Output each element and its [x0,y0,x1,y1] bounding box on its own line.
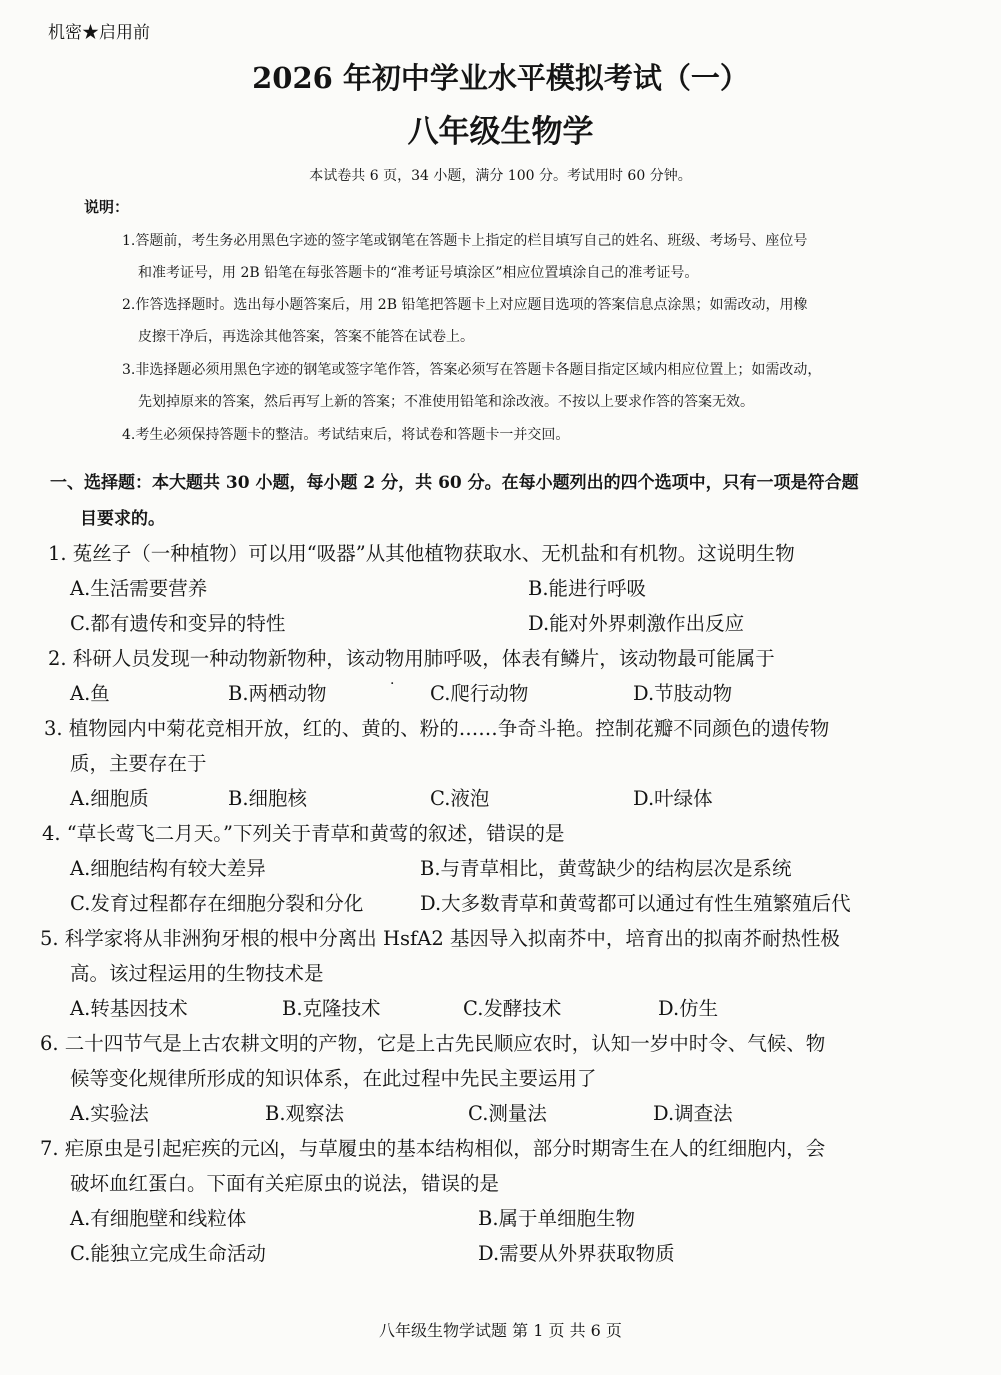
question-2-option-a: A.鱼 [70,682,110,705]
note-line: 1.答题前，考生务必用黑色字迹的签字笔或钢笔在答题卡上指定的栏目填写自己的姓名、班级、考场号、座位号 [122,233,808,249]
stray-dot: · [390,676,395,692]
note-line: 2.作答选择题时。选出每小题答案后，用 2B 铅笔把答题卡上对应题目选项的答案信息点涂黑；如需改动，用橡 [122,297,808,313]
question-5-option-d: D.仿生 [658,997,719,1020]
note-line: 3.非选择题必须用黑色字迹的钢笔或签字笔作答，答案必须写在答题卡各题目指定区域内相应位置上；如需改动， [122,362,822,378]
question-3-option-a: A.细胞质 [70,787,149,810]
question-5-stem-cont: 高。该过程运用的生物技术是 [70,962,324,985]
question-1-stem: 1. 菟丝子（一种植物）可以用“吸器”从其他植物获取水、无机盐和有机物。这说明生物 [48,542,795,565]
note-line: 先划掉原来的答案，然后再写上新的答案；不准使用铅笔和涂改液。不按以上要求作答的答案无效。 [138,394,754,410]
page-footer: 八年级生物学试题 第 1 页 共 6 页 [379,1321,622,1340]
question-3-option-c: C.液泡 [430,787,490,810]
question-6-option-c: C.测量法 [468,1102,547,1125]
question-3-option-d: D.叶绿体 [633,787,713,810]
question-2-option-d: D.节肢动物 [633,682,733,705]
question-5-option-b: B.克隆技术 [282,997,381,1020]
question-1-option-b: B.能进行呼吸 [528,577,647,600]
section-heading-cont: 目要求的。 [80,509,165,529]
question-6-option-b: B.观察法 [265,1102,345,1125]
exam-subject: 八年级生物学 [407,114,594,150]
question-4-option-d: D.大多数青草和黄莺都可以通过有性生殖繁殖后代 [420,892,851,915]
note-line: 皮擦干净后，再选涂其他答案，答案不能答在试卷上。 [138,329,474,345]
question-3-stem-cont: 质，主要存在于 [70,752,207,775]
question-6-option-d: D.调查法 [653,1102,733,1125]
question-6-stem: 6. 二十四节气是上古农耕文明的产物，它是上古先民顺应农时，认知一岁中时令、气候、物 [40,1032,826,1055]
question-6-stem-cont: 候等变化规律所形成的知识体系，在此过程中先民主要运用了 [70,1067,597,1090]
question-2-option-b: B.两栖动物 [228,682,327,705]
question-6-option-a: A.实验法 [70,1102,149,1125]
question-3-stem: 3. 植物园内中菊花竞相开放，红的、黄的、粉的……争奇斗艳。控制花瓣不同颜色的遗传物 [44,717,830,740]
exam-title: 2026 年初中学业水平模拟考试（一） [252,61,749,95]
question-4-option-a: A.细胞结构有较大差异 [70,857,266,880]
question-4-option-c: C.发育过程都存在细胞分裂和分化 [70,892,364,915]
question-5-option-a: A.转基因技术 [70,997,188,1020]
question-7-option-a: A.有细胞壁和线粒体 [70,1207,247,1230]
question-7-option-c: C.能独立完成生命活动 [70,1242,266,1265]
question-5-option-c: C.发酵技术 [463,997,562,1020]
question-2-stem: 2. 科研人员发现一种动物新物种，该动物用肺呼吸，体表有鳞片，该动物最可能属于 [48,647,775,670]
note-line: 4.考生必须保持答题卡的整洁。考试结束后，将试卷和答题卡一并交回。 [122,427,570,443]
question-3-option-b: B.细胞核 [228,787,308,810]
question-7-option-b: B.属于单细胞生物 [478,1207,636,1230]
question-5-stem: 5. 科学家将从非洲狗牙根的根中分离出 HsfA2 基因导入拟南芥中，培育出的拟南芥耐热性极 [40,927,840,950]
section-heading: 一、选择题：本大题共 30 小题，每小题 2 分，共 60 分。在每小题列出的四个选项中，只有一项是符合题 [50,473,859,493]
exam-summary: 本试卷共 6 页，34 小题，满分 100 分。考试用时 60 分钟。 [309,168,692,184]
question-7-option-d: D.需要从外界获取物质 [478,1242,675,1265]
question-7-stem-cont: 破坏血红蛋白。下面有关疟原虫的说法，错误的是 [70,1172,500,1195]
question-1-option-a: A.生活需要营养 [70,577,208,600]
confidential-mark: 机密★启用前 [48,23,150,43]
question-2-option-c: C.爬行动物 [430,682,529,705]
question-4-option-b: B.与青草相比，黄莺缺少的结构层次是系统 [420,857,792,880]
question-4-stem: 4. “草长莺飞二月天。”下列关于青草和黄莺的叙述，错误的是 [42,822,565,845]
note-line: 和准考证号，用 2B 铅笔在每张答题卡的“准考证号填涂区”相应位置填涂自己的准考证号。 [138,265,699,281]
notes-heading: 说明： [84,198,130,216]
question-1-option-d: D.能对外界刺激作出反应 [528,612,745,635]
question-7-stem: 7. 疟原虫是引起疟疾的元凶，与草履虫的基本结构相似，部分时期寄生在人的红细胞内，会 [40,1137,826,1160]
question-1-option-c: C.都有遗传和变异的特性 [70,612,286,635]
